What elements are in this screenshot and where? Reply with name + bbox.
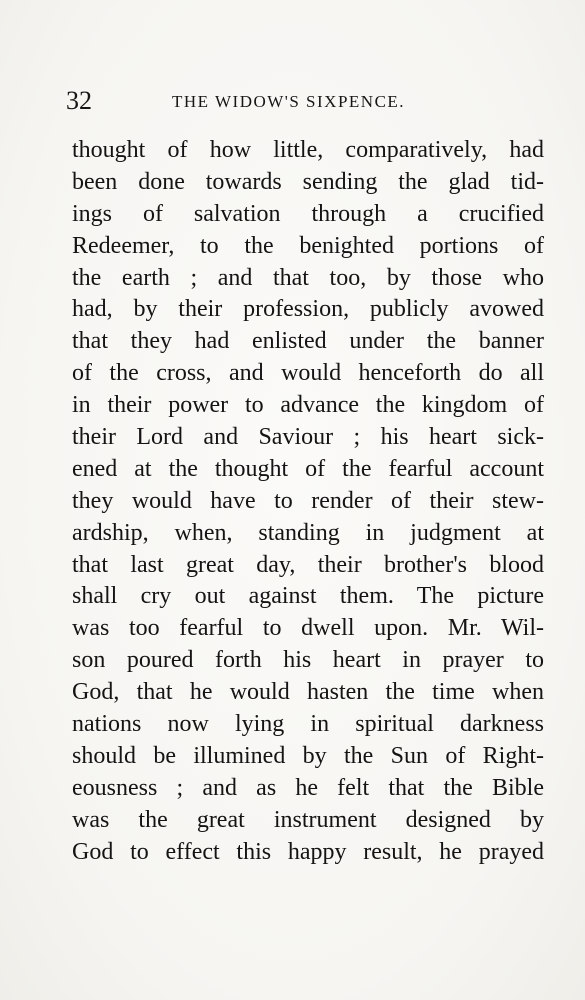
text-line: thought of how little, comparatively, had [72,137,544,163]
page-number: 32 [66,86,92,115]
text-line: ened at the thought of the fearful account [72,455,544,482]
text-line: had, by their profession, publicly avowed [72,296,544,323]
body-text [72,135,544,868]
text-line: God to effect this happy result, he prayed [72,838,544,865]
text-line: shall cry out against them. The picture [72,583,544,610]
text-line: they would have to render of their stew- [72,487,544,514]
running-title: THE WIDOW'S SIXPENCE. [172,92,406,111]
text-line: son poured forth his heart in prayer to [72,647,544,674]
text-line: God, that he would hasten the time when [72,679,544,706]
text-line: nations now lying in spiritual darkness [72,711,544,738]
text-line: Redeemer, to the benighted portions of [72,232,544,259]
page-header [66,86,546,116]
text-line: of the cross, and would henceforth do all [72,360,544,387]
text-line: ings of salvation through a crucified [72,200,544,227]
text-line: ardship, when, standing in judgment at [72,519,544,546]
text-line: in their power to advance the kingdom of [72,392,544,419]
text-line: was too fearful to dwell upon. Mr. Wil- [72,615,544,642]
text-line: been done towards sending the glad tid- [72,168,544,195]
text-line: should be illumined by the Sun of Right- [72,742,544,769]
text-line: that they had enlisted under the banner [72,328,544,355]
text-line: that last great day, their brother's blood [72,551,544,578]
text-line: their Lord and Saviour ; his heart sick- [72,424,544,451]
text-line: eousness ; and as he felt that the Bible [72,774,544,801]
text-line: the earth ; and that too, by those who [72,264,544,291]
text-line: was the great instrument designed by [72,806,544,833]
